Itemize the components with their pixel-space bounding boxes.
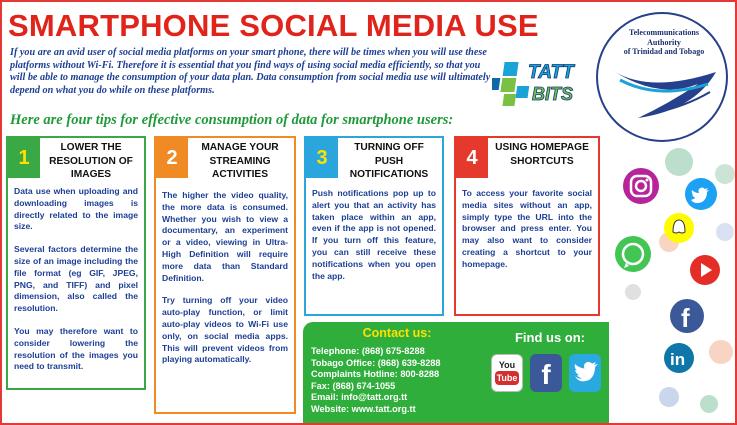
contact-complaints-hotline: Complaints Hotline: 800-8288 bbox=[311, 369, 440, 379]
twitter-bird-icon bbox=[569, 354, 601, 392]
tip-3-paragraph: Push notifications pop up to alert you that an activity has taken place within an app, even if the app is not opened. If you turn off this feature, you can still receive these notifications when you open the app. bbox=[312, 188, 436, 281]
tip-number-4: 4 bbox=[456, 138, 488, 178]
logo-swoosh-icon bbox=[598, 14, 728, 142]
contact-telephone: Telephone: (868) 675-8288 bbox=[311, 346, 425, 356]
tips-heading: Here are four tips for effective consumption of data for smartphone users: bbox=[10, 112, 454, 128]
tip-2-paragraph: Try turning off your video auto-play function, or limit auto-play videos to Wi-Fi use only, on social media apps. This will prevent videos from playing automatically. bbox=[162, 295, 288, 365]
tip-title-4: USING HOMEPAGE SHORTCUTS bbox=[495, 142, 589, 167]
tip-title-2: MANAGE YOUR STREAMING ACTIVITIES bbox=[201, 142, 279, 180]
contact-fax: Fax: (868) 674-1055 bbox=[311, 380, 396, 391]
intro-paragraph: If you are an avid user of social media platforms on your smart phone, there will be times when you will use these platforms without Wi-Fi. Therefore it is essential that you find ways of using social media efficiently, so that you will be able to manage the consumption of your data plan. Data consumption from social media use will ultimately depend on what you do while on these platforms. bbox=[10, 47, 491, 96]
logo-line-1: Telecommunications bbox=[629, 28, 699, 37]
bubble-decoration bbox=[665, 148, 693, 176]
svg-text:f: f bbox=[681, 303, 690, 333]
whatsapp-icon bbox=[615, 236, 651, 272]
tip-body-2 bbox=[162, 190, 288, 377]
tip-body-1 bbox=[14, 186, 138, 384]
contact-website[interactable]: Website: www.tatt.org.tt bbox=[311, 403, 416, 414]
tip-1-paragraph: You may therefore want to consider lowering the resolution of the images you need to transmit. bbox=[14, 325, 138, 372]
facebook-link-icon[interactable]: f bbox=[530, 354, 562, 392]
linkedin-icon bbox=[664, 343, 694, 373]
badge-bits-text: BITS bbox=[532, 84, 574, 104]
twitter-icon bbox=[685, 178, 717, 210]
bubble-decoration bbox=[625, 284, 641, 300]
svg-text:in: in bbox=[670, 350, 686, 369]
contact-email[interactable]: Email: info@tatt.org.tt bbox=[311, 392, 408, 402]
find-us-title: Find us on: bbox=[514, 330, 586, 345]
tip-1-paragraph: Data use when uploading and downloading images is directly related to the image size. bbox=[14, 186, 138, 232]
tip-title-1: LOWER THE RESOLUTION OF IMAGES bbox=[49, 142, 133, 180]
twitter-link-icon[interactable] bbox=[569, 354, 601, 392]
contact-panel bbox=[303, 322, 491, 425]
tip-title-3: TURNING OFF PUSH NOTIFICATIONS bbox=[349, 142, 429, 180]
youtube-you-text: You bbox=[498, 360, 516, 370]
logo-line-3: of Trinidad and Tobago bbox=[623, 47, 705, 56]
tip-card-1 bbox=[6, 136, 146, 390]
contact-tobago-office: Tobago Office: (868) 639-8288 bbox=[311, 357, 441, 368]
tip-card-2 bbox=[154, 136, 296, 414]
tip-1-paragraph: Several factors determine the size of an image including the file format (eg GIF, JPEG, PNG, and TIFF) and pixel dimension, also called the resolution. bbox=[14, 244, 138, 314]
tip-body-4 bbox=[462, 188, 592, 282]
bubble-decoration bbox=[700, 395, 718, 413]
contact-lines bbox=[311, 346, 441, 415]
tip-number-1: 1 bbox=[8, 138, 40, 178]
page-title: SMARTPHONE SOCIAL MEDIA USE bbox=[8, 8, 539, 43]
bubble-decoration bbox=[709, 340, 733, 364]
badge-tatt-text: TATT bbox=[528, 62, 574, 83]
bubble-decoration bbox=[659, 387, 679, 407]
youtube-link-icon[interactable] bbox=[491, 354, 523, 392]
tatt-bits-logo bbox=[492, 52, 584, 114]
contact-title: Contact us: bbox=[362, 326, 432, 340]
tip-4-paragraph: To access your favorite social media sites without an app, simply type the URL into the browser and press enter. You may also want to consider creating a shortcut to your homepage. bbox=[462, 188, 592, 269]
social-media-cluster bbox=[609, 142, 737, 425]
tatt-logo bbox=[596, 12, 728, 142]
youtube-icon bbox=[690, 255, 720, 285]
bubble-decoration bbox=[716, 223, 734, 241]
logo-line-2: Authority bbox=[647, 37, 681, 47]
tip-body-3 bbox=[312, 188, 436, 293]
tip-card-4 bbox=[454, 136, 600, 316]
snapchat-icon bbox=[664, 213, 694, 243]
youtube-tube-text: Tube bbox=[496, 373, 518, 383]
tip-number-3: 3 bbox=[306, 138, 338, 178]
tip-2-paragraph: The higher the video quality, the more data is consumed. Whether you wish to view a documentary, an experiment or a video, viewing in Ultra-High Definition will require more data than Standard Definition. bbox=[162, 190, 288, 283]
bubble-decoration bbox=[715, 164, 735, 184]
tip-number-2: 2 bbox=[156, 138, 188, 178]
facebook-icon bbox=[670, 299, 704, 333]
tip-card-3 bbox=[304, 136, 444, 316]
instagram-icon bbox=[623, 168, 659, 204]
